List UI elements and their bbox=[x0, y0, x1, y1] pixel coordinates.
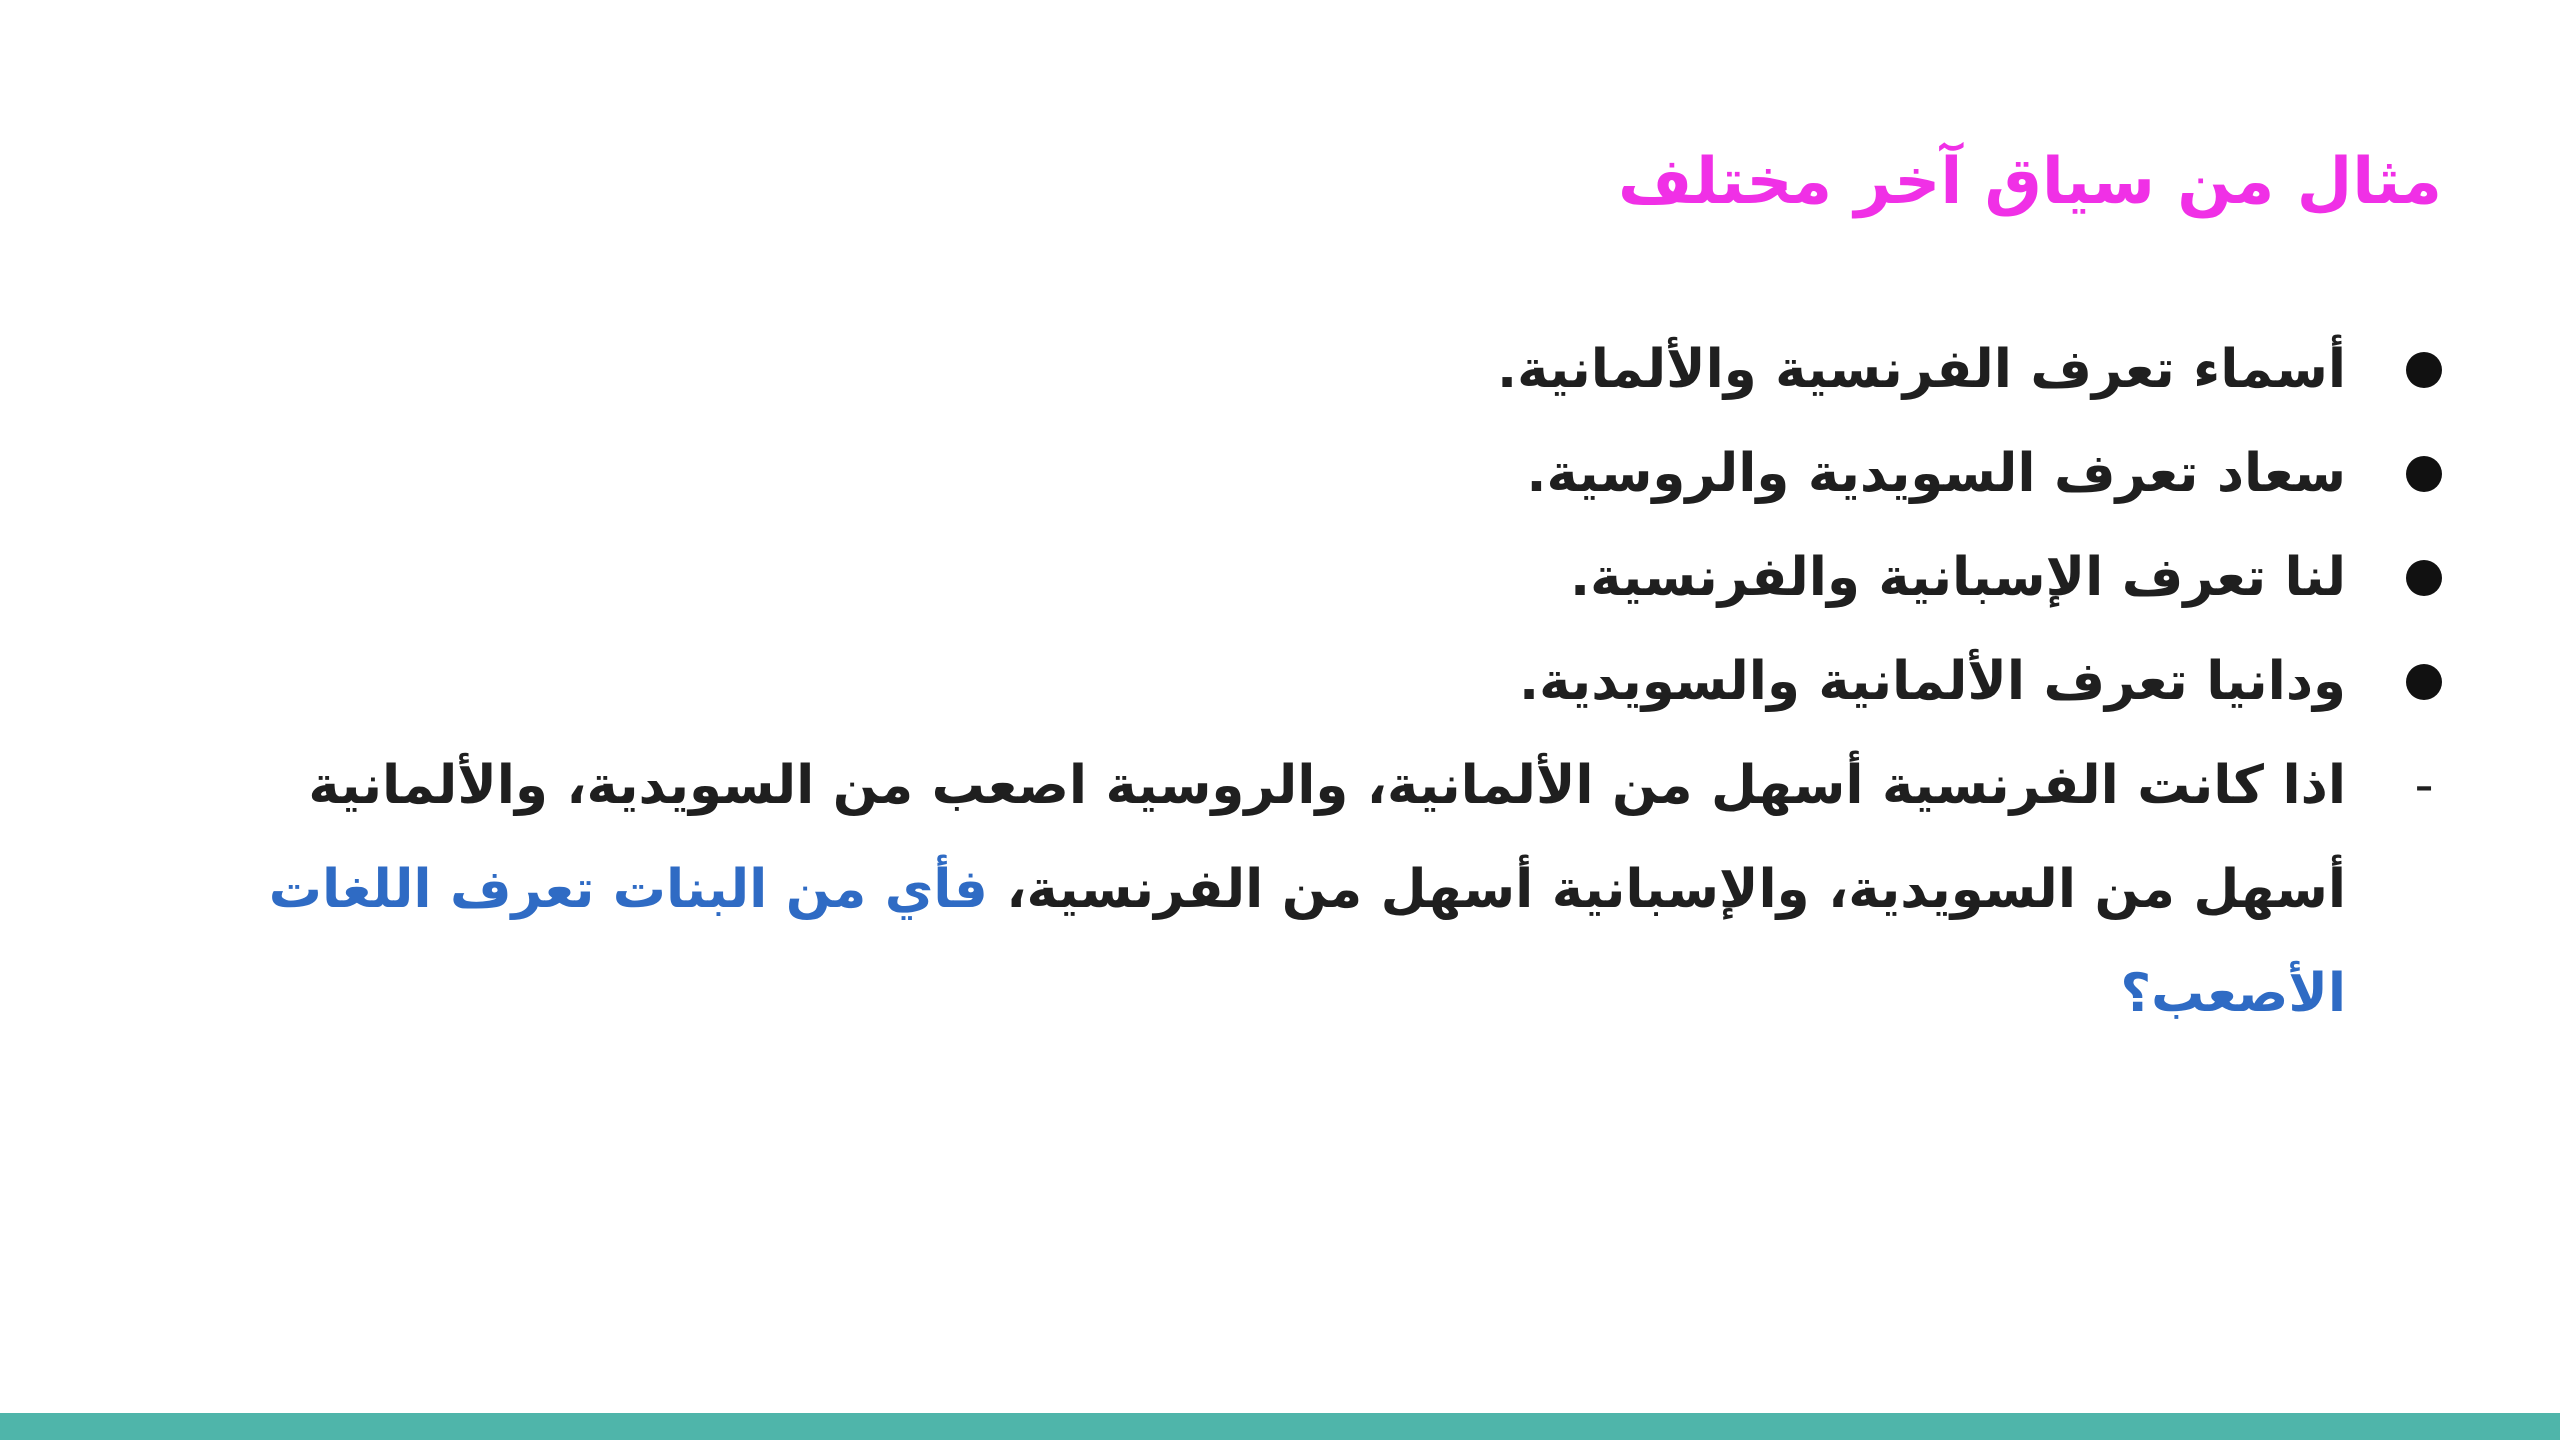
bullet-icon bbox=[2406, 560, 2442, 596]
slide-title: مثال من سياق آخر مختلف bbox=[1617, 145, 2442, 219]
list-item-text: أسماء تعرف الفرنسية والألمانية. bbox=[1496, 339, 2346, 400]
bullet-icon bbox=[2406, 664, 2442, 700]
list-item-text: سعاد تعرف السويدية والروسية. bbox=[1526, 443, 2346, 504]
list-item-text: لنا تعرف الإسبانية والفرنسية. bbox=[1570, 547, 2346, 608]
dash-marker: - bbox=[2414, 755, 2434, 816]
question-text: فأي من البنات تعرف اللغات الأصعب؟ bbox=[268, 859, 2346, 1024]
list-item bbox=[142, 630, 2442, 734]
bullet-icon bbox=[2406, 456, 2442, 492]
list-item bbox=[142, 318, 2442, 422]
list-item-text: ودانيا تعرف الألمانية والسويدية. bbox=[1519, 651, 2346, 712]
slide-body bbox=[142, 318, 2442, 1046]
list-item bbox=[142, 422, 2442, 526]
question-paragraph bbox=[142, 734, 2442, 1046]
accent-bar bbox=[0, 1413, 2560, 1440]
question-premise-text: اذا كانت الفرنسية أسهل من الألمانية، والروسية اصعب من السويدية، والألمانية أسهل من السويدية، والإسبانية أسهل من الفرنسية، bbox=[308, 755, 2346, 920]
list-item bbox=[142, 526, 2442, 630]
bullet-icon bbox=[2406, 352, 2442, 388]
